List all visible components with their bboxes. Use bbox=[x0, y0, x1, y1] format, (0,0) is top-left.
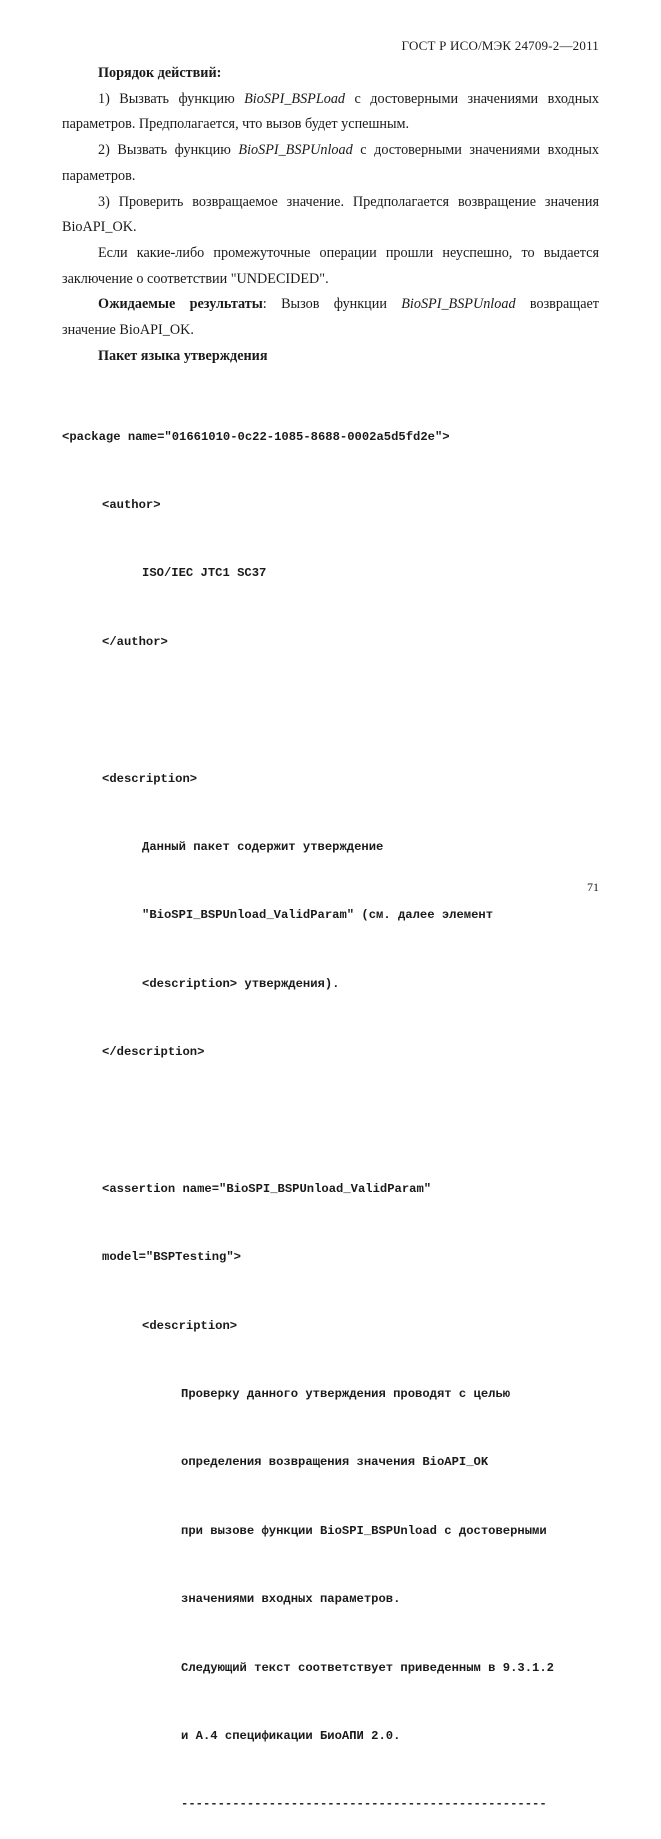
document-header: ГОСТ Р ИСО/МЭК 24709-2—2011 bbox=[401, 38, 599, 53]
step-1-suffix: с достоверными значениями входных параметров. Предполагается, что вызов будет успешным. bbox=[62, 90, 599, 133]
code-line: <package name="01661010-0c22-1085-8688-0002a5d5fd2e"> bbox=[62, 429, 450, 444]
code-line: <assertion name="BioSPI_BSPUnload_ValidParam" bbox=[102, 1181, 432, 1196]
step-3: 3) Проверить возвращаемое значение. Предполагается возвращение значения BioAPI_OK. bbox=[62, 193, 599, 236]
code-line bbox=[62, 699, 554, 722]
step-2 bbox=[62, 138, 599, 189]
code-line: <description> утверждения). bbox=[142, 976, 340, 991]
code-line: при вызове функции BioSPI_BSPUnload с достоверными bbox=[181, 1523, 547, 1538]
package-heading: Пакет языка утверждения bbox=[98, 347, 268, 364]
step-2-suffix: с достоверными значениями входных параметров. bbox=[62, 142, 599, 184]
step-1-function: BioSPI_BSPLoad bbox=[244, 90, 346, 107]
code-line: </author> bbox=[102, 634, 168, 649]
code-line: ISO/IEC JTC1 SC37 bbox=[142, 566, 267, 581]
step-1 bbox=[62, 87, 599, 138]
fallback-paragraph: Если какие-либо промежуточные операции прошли неуспешно, то выдается заключение о соответствии "UNDECIDED". bbox=[62, 244, 599, 287]
code-line: значениями входных параметров. bbox=[181, 1592, 401, 1607]
expected-results-suffix: возвращает значение BioAPI_OK. bbox=[62, 296, 599, 339]
expected-results-function: BioSPI_BSPUnload bbox=[401, 296, 516, 313]
expected-results-label: Ожидаемые результаты bbox=[98, 296, 263, 313]
code-line: <description> bbox=[142, 1318, 238, 1333]
code-line: Данный пакет содержит утверждение bbox=[142, 839, 384, 854]
code-line: -------------------------------------------------- bbox=[181, 1797, 547, 1812]
step-1-prefix: 1) Вызвать функцию bbox=[98, 90, 245, 107]
body-text bbox=[62, 61, 599, 369]
code-line: определения возвращения значения BioAPI_OK bbox=[181, 1455, 489, 1470]
procedure-heading: Порядок действий: bbox=[98, 65, 222, 81]
step-2-prefix: 2) Вызвать функцию bbox=[98, 142, 239, 159]
code-line bbox=[62, 1110, 554, 1133]
code-line: <author> bbox=[102, 497, 161, 512]
expected-results-prefix: : Вызов функции bbox=[262, 296, 402, 313]
code-line: </description> bbox=[102, 1045, 205, 1060]
code-line: model="BSPTesting"> bbox=[102, 1250, 241, 1265]
step-2-function: BioSPI_BSPUnload bbox=[238, 142, 353, 159]
code-line: Следующий текст соответствует приведенным в 9.3.1.2 bbox=[181, 1660, 554, 1675]
code-line: "BioSPI_BSPUnload_ValidParam" (см. далее элемент bbox=[142, 908, 494, 923]
code-line: <description> bbox=[102, 771, 198, 786]
code-line: и А.4 спецификации БиоАПИ 2.0. bbox=[181, 1729, 401, 1744]
code-line: Проверку данного утверждения проводят с целью bbox=[181, 1387, 511, 1402]
code-listing bbox=[62, 380, 554, 1839]
page-number: 71 bbox=[587, 880, 599, 894]
expected-results bbox=[62, 292, 599, 343]
